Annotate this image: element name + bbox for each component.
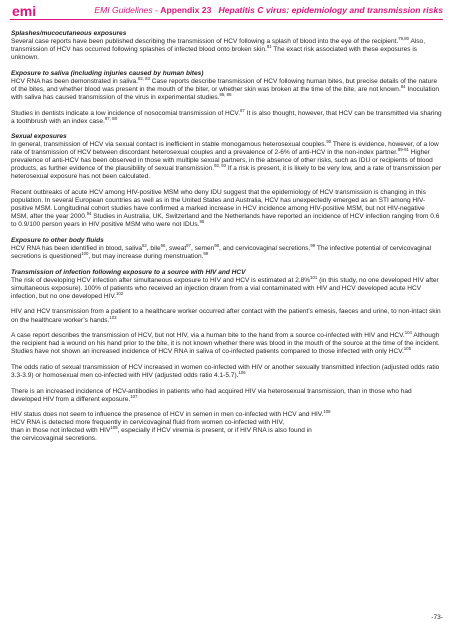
paragraph <box>11 388 443 404</box>
document-body <box>11 30 443 451</box>
citation-superscript: 109 <box>110 425 118 431</box>
header-divider <box>10 19 443 20</box>
text-run: Higher prevalence of anti-HCV has been observed in those with multiple sexual partners, in the absence of other risks, such as IDU or recipients of blood products, as further evidence of the plausibility of sexual transmission. <box>11 149 433 173</box>
citation-superscript: 102 <box>115 290 124 296</box>
text-run: The infective potential of cervicovaginal secretions is questioned <box>11 245 432 261</box>
text-run: Although the recipient had a wound on his hand prior to the bite, it is not known whether there was blood in the mouth of the source at the time of the incident. Studies have not shown an increased incidence of HCV RNA in saliva of co-infected patients compared to those infected with only HCV. <box>11 332 440 356</box>
citation-superscript: 104 <box>404 329 412 335</box>
citation-superscript: 82, 83 <box>138 75 150 81</box>
citation-superscript: 94 <box>86 211 92 217</box>
text-run: (in this study, no one developed HIV after simultaneous exposure). 100% of patients who received an injection drawn from a vial contaminated with HIV and HCV developed acute HCV infection, but no one developed HIV. <box>11 276 439 300</box>
section-heading: Transmission of infection following exposure to a source with HIV and HCV <box>11 268 246 276</box>
citation-superscript: 97 <box>186 242 191 248</box>
text-run: , sweat <box>165 245 187 252</box>
text-run: , semen <box>190 245 215 252</box>
citation-superscript: 105 <box>403 346 411 352</box>
section-block <box>11 411 443 443</box>
text-run: There is an increased incidence of HCV-antibodies in patients who had acquired HIV via heterosexual transmission, than in those who had developed HIV from a different exposure. <box>11 387 412 403</box>
section-heading: Sexual exposures <box>11 133 67 141</box>
text-run: Studies in Australia, UK, Switzerland and the Netherlands have reported an incidence of HCV infection ranging from 0.6 to 0.9/100 person years in HIV positive MSM who were not IDUs. <box>11 213 440 229</box>
citation-superscript: 95 <box>199 219 205 225</box>
text-run: HCV RNA has been demonstrated in saliva. <box>11 77 139 85</box>
paragraph <box>11 308 443 324</box>
text-run: Studies in dentists indicate a low incidence of nosocomial transmission of HCV. <box>11 109 241 117</box>
section-block <box>11 329 443 356</box>
section-block <box>11 388 443 404</box>
section-block <box>11 70 443 102</box>
citation-superscript: 90 <box>326 139 332 145</box>
text-run: Case reports describe transmission of HCV following human bites, but precise details of the nature of the bites, and whether blood was present in the mouth of the biter, or whether skin was broken at the time of the bite, are not known. <box>11 77 438 93</box>
paragraph-line <box>11 427 443 435</box>
citation-superscript: 103 <box>109 314 117 320</box>
section-block <box>11 133 443 181</box>
citation-superscript: 92, 93 <box>214 163 227 169</box>
citation-superscript: 106 <box>238 369 246 375</box>
paragraph <box>11 274 443 301</box>
citation-superscript: 98 <box>214 242 220 248</box>
text-run: Several case reports have been published describing the transmission of HCV following a splash of blood into the eye of the recipient. <box>11 38 399 46</box>
header-guidelines-label: EMI Guidelines - <box>94 5 161 15</box>
emi-logo <box>12 4 40 18</box>
citation-superscript: 79,80 <box>398 35 409 41</box>
section-block <box>11 269 443 301</box>
citation-superscript: 81 <box>266 43 272 49</box>
header-appendix-label: Appendix 23 <box>160 5 212 15</box>
citation-superscript: 84 <box>400 83 406 89</box>
citation-superscript: 101 <box>310 274 318 280</box>
citation-superscript: 85, 86 <box>219 91 232 97</box>
paragraph <box>11 141 443 181</box>
citation-superscript: 96 <box>160 242 166 248</box>
text-run: , but may increase during menstruation. <box>88 253 204 261</box>
citation-superscript: 107 <box>130 393 138 399</box>
paragraph <box>11 329 443 356</box>
page-number: -73- <box>431 614 443 621</box>
paragraph <box>11 35 443 62</box>
text-run: , and cervicovaginal secretions. <box>219 245 311 252</box>
header-separator <box>211 5 218 15</box>
text-run: A case report describes the transmission of HCV, but not HIV, via a human bite to the hand from a source co-infected with HIV and HCV. <box>11 332 405 340</box>
citation-superscript: 108 <box>323 409 331 415</box>
citation-superscript: 87 <box>240 107 245 113</box>
paragraph <box>11 107 443 126</box>
text-run: The risk of developing HCV infection after simultaneous exposure to HIV and HCV is estimated at 2.8% <box>11 276 311 284</box>
text-run: HIV status does not seem to influence the presence of HCV in semen in men co-infected with HCV and HIV. <box>11 411 324 419</box>
svg-text:emi: emi <box>12 4 37 18</box>
citation-superscript: 99 <box>203 250 209 256</box>
text-run: If a risk is present, it is likely to be very low, and a rate of transmission per heterosexual exposure has not been calculated. <box>11 165 442 181</box>
paragraph <box>11 75 443 102</box>
citation-superscript: 89-91 <box>397 147 409 153</box>
text-run: HCV RNA is detected more frequently in cervicovaginal fluid from women co-infected with HIV, <box>11 419 285 427</box>
text-run: , especially if HCV viremia is present, or if HIV RNA is also found in <box>117 427 312 435</box>
paragraph-line <box>11 435 443 443</box>
section-heading: Exposure to other body fluids <box>11 236 104 244</box>
text-run: The odds ratio of sexual transmission of HCV increased in women co-infected with HIV or another sexually transmitted infection (adjusted odds ratio 3.3-3.9) or homosexual men co-infected with HIV (adjusted odds ratio 4.1-5.7). <box>11 363 440 379</box>
header-topic: Hepatitis C virus: epidemiology and transmission risks <box>218 5 443 15</box>
section-block <box>11 107 443 126</box>
text-run: Inoculation with saliva has caused transmission of the virus in experimental studies. <box>11 85 440 101</box>
citation-superscript: 82 <box>142 242 147 248</box>
section-heading: Exposure to saliva (including injuries caused by human bites) <box>11 69 204 77</box>
paragraph <box>11 364 443 380</box>
text-run: HIV and HCV transmission from a patient to a healthcare worker occurred after contact with the patient’s emesis, faeces and urine, to non-intact skin on the healthcare worker’s hands. <box>11 308 441 324</box>
citation-superscript: 87, 88 <box>104 115 117 121</box>
section-block <box>11 364 443 380</box>
text-run: The exact risk associated with these exposures is unknown. <box>11 46 418 62</box>
text-run: the cervicovaginal secretions. <box>11 435 97 443</box>
text-run: , bile <box>146 245 161 252</box>
section-block <box>11 189 443 229</box>
paragraph <box>11 189 443 229</box>
page-header <box>0 0 453 26</box>
text-run: In general, transmission of HCV via sexual contact is inefficient in stable monogamous heterosexual couples. <box>11 141 327 149</box>
section-block <box>11 237 443 261</box>
text-run: It is also thought, however, that HCV can be transmitted via sharing a toothbrush with an index case. <box>11 109 442 125</box>
text-run: There is evidence, however, of a low rate of transmission of HCV between discordant heterosexual couples and a prevalence of 2-6% of anti-HCV in the non-index partner. <box>11 141 439 157</box>
paragraph-line <box>11 411 443 419</box>
citation-superscript: 99 <box>310 242 316 248</box>
section-block <box>11 308 443 324</box>
header-title <box>94 5 443 15</box>
paragraph <box>11 242 443 261</box>
text-run: Also, transmission of HCV has occurred following splashes of infected blood onto broken skin. <box>11 38 426 54</box>
section-block <box>11 30 443 62</box>
text-run: HCV RNA has been identified in blood, saliva <box>11 245 143 252</box>
section-heading: Splashes/mucocutaneous exposures <box>11 30 127 37</box>
text-run: Recent outbreaks of acute HCV among HIV-positive MSM who deny IDU suggest that the epidemiology of HCV transmission is changing in this population. In several European countries as well as in the United States and Australia, HCV has unexpectedly emerged as an STI among HIV-positive MSM. Longitudinal cohort studies have confirmed a marked increase in HCV incidence among HIV-positive MSM, but not HIV-negative MSM, after the year 2000. <box>11 189 426 221</box>
text-run: than in those not infected with HIV <box>11 427 111 435</box>
citation-superscript: 100 <box>81 250 89 256</box>
